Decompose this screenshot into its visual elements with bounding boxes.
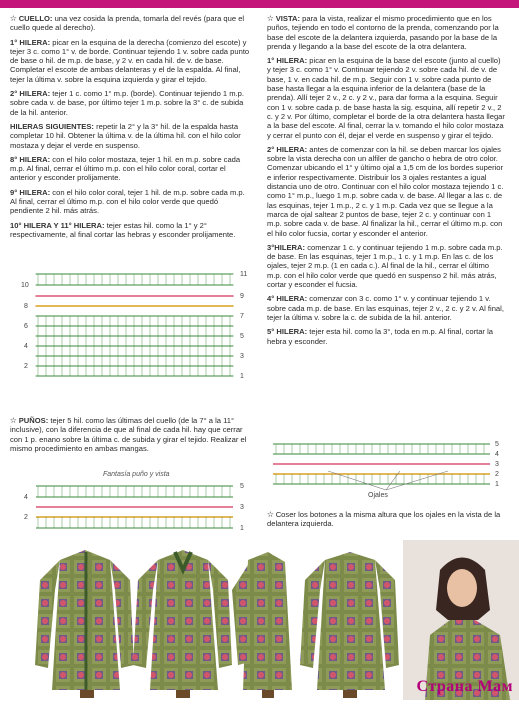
row-number: 5	[495, 441, 499, 448]
right-column	[267, 14, 505, 351]
collar-stitch-diagram	[18, 268, 253, 383]
row-number: 1	[495, 481, 499, 488]
vista-hilera-1: 1° HILERA: picar en la esquina de la base del escote (junto al cuello) y tejer 3 c. como 1° v. Continuar tejiendo 2 v. sobre cada hil. de v. de base, 1 v. en cada hil. de m.p. Seguir con 1 v. sobre cada punto de base hasta llegar a la esquina inferior de la delantera (base de la prenda). Allí tejer 2 v., 2 c. y 2 v., para dar forma a la esquina. Seguir con 1 v. sobre cada p. de base hasta la sig. esquina, allí repetir 2 v., 2 c. y 2 v. Por último, completar el borde de la otra delantera hasta llegar a la base del escote. Al final, cerrar la v. tomando el hilo color mostaza y cerrar el punto con él, dejar el verde en suspenso y girar el tejido.	[267, 56, 505, 140]
model-photo	[403, 540, 519, 700]
vista-hilera-4: 4° HILERA: comenzar con 3 c. como 1° v. y continuar tejiendo 1 v. sobre cada m.p. de base. En las esquinas, tejer 2 v., 2 c. y 2 v. Al final, tejer la última v. sobre la c. de subida de la hil. anterior.	[267, 294, 504, 322]
row-number: 1	[240, 373, 244, 380]
cardigan-photo-front	[35, 550, 134, 698]
star-icon: ✫	[267, 510, 274, 519]
hileras-siguientes: HILERAS SIGUIENTES: repetir la 2° y la 3° hil. de la espalda hasta completar 10 hil. Obtener la última v. de la última hil. con el hilo color mostaza y dejar el verde en suspenso.	[10, 121, 241, 150]
row-number: 3	[495, 461, 499, 468]
hilera-8: 8° HILERA: con el hilo color mostaza, tejer 1 hil. en m.p. sobre cada m.p. Al final, cerrar el último m.p. con el hilo color coral, cortar el anterior y esconder prolijamente.	[10, 154, 241, 183]
cardigan-photo-open	[133, 550, 232, 698]
top-accent-bar	[0, 0, 519, 8]
row-number: 4	[24, 494, 28, 501]
punos-block	[10, 416, 250, 458]
row-number: 5	[240, 483, 244, 490]
diagram-caption: Fantasía puño y vista	[103, 471, 170, 478]
row-number: 2	[24, 363, 28, 370]
row-number: 8	[24, 303, 28, 310]
cardigan-photo-back	[300, 552, 399, 698]
hilera-9: 9° HILERA: con el hilo color coral, tejer 1 hil. de m.p. sobre cada m.p. Al final, cerrar el último m.p. con el hilo color verde que quedó pendiente 2 hil. más atrás.	[10, 187, 245, 216]
coser-note: ✫ Coser los botones a la misma altura que los ojales en la vista de la delantera izquierda.	[267, 510, 501, 529]
vista-hilera-5: 5° HILERA: tejer esta hil. como la 3°, toda en m.p. Al final, cortar la hebra y esconder.	[267, 327, 493, 346]
coser-block	[267, 510, 505, 534]
row-number: 4	[24, 343, 28, 350]
row-number: 3	[240, 353, 244, 360]
row-number: 6	[24, 323, 28, 330]
ojales-label: Ojales	[368, 492, 388, 499]
row-number: 1	[240, 525, 244, 532]
row-number: 2	[495, 471, 499, 478]
row-number: 10	[21, 282, 29, 289]
cuff-stitch-diagram	[18, 468, 253, 536]
row-number: 7	[240, 313, 244, 320]
hilera-1: 1° HILERA: picar en la esquina de la derecha (comienzo del escote) y tejer 3 c. como 1° v. de borde. Continuar tejiendo 1 v. sobre cada punto de base o hil. de m.p. de base, y 2 v. en cada hil. de v. de base. Completar el escote de ambas delanteras y el de la espalda. Al final, tejer la última v. sobre la esquina izquierda y girar el tejido.	[10, 37, 250, 84]
row-number: 5	[240, 333, 244, 340]
star-icon: ✫	[10, 14, 17, 23]
vista-section: ✫ VISTA: para la vista, realizar el mismo procedimiento que en los puños, tejiendo en todo el contorno de la prenda, comenzando por la base del escote de la delantera izquierda, pasando por la base de la prenda y llegando a la base del escote de la otra delantera.	[267, 14, 499, 51]
hilera-10-11: 10° HILERA Y 11° HILERA: tejer estas hil. como la 1° y 2° respectivamente, al final cortar las hebras y esconder prolijamente.	[10, 220, 236, 239]
garment-photos	[0, 540, 519, 700]
hilera-2: 2° HILERA: tejer 1 c. como 1° m.p. (borde). Continuar tejiendo 1 m.p. sobre cada v. de base, por último tejer 1 m.p. sobre la 3° c. de subida de la hil. anterior.	[10, 89, 245, 117]
cardigan-photo-side	[232, 552, 292, 698]
punos-section: ✫ PUÑOS: tejer 5 hil. como las últimas del cuello (de la 7° a la 11° inclusive), con la diferencia de que al final de cada hil. hay que cerrar con 1 p. enano sobre la última c. de subida y girar el tejido. Realizar el mismo procedimiento en ambas mangas.	[10, 416, 247, 453]
row-number: 2	[24, 514, 28, 521]
row-number: 11	[240, 271, 248, 278]
row-number: 3	[240, 504, 244, 511]
star-icon: ✫	[10, 416, 17, 425]
row-number: 4	[495, 451, 499, 458]
vista-hilera-2: 2° HILERA: antes de comenzar con la hil. se deben marcar los ojales sobre la vista derecha con un alfiler de gancho o hebra de otro color. Comenzar ubicando el 1° y último ojal a 1,5 cm de los bordes superior e inferior respectivamente. Distribuir los 3 ojales restantes a igual distancia uno de otro. Continuar con el hilo color mostaza tejiendo 1 c. como 1° m.p., luego 1 m.p. sobre cada v. de base. Al llegar a las c. de las esquinas, tejer 1 m.p., 2 c. y 1 m.p. Cada vez que se llegue a la marca de ojal saltear 2 puntos de base, tejer 2 c. y continuar con 1 m.p. sobre cada v. de base. Al finalizar la hil., cerrar el último m.p. con el hilo color fucsia, cortar y esconder el anterior.	[267, 144, 504, 238]
vista-hilera-3: 3°HILERA: comenzar 1 c. y continuar tejiendo 1 m.p. sobre cada m.p. de base. En las esquinas, tejer 1 m.p., 1 c. y 1 m.p. En las c. de los ojales, tejer 2 m.p. (1 en cada c.). Al final de la hil., cerrar el último m.p. con el hilo color verde que quedó en suspenso 2 hil. más atrás, cortar y esconder el fucsia.	[267, 242, 503, 290]
row-number: 9	[240, 293, 244, 300]
star-icon: ✫	[267, 14, 274, 23]
site-watermark: Страна Мам	[416, 678, 513, 695]
cuello-section: ✫ CUELLO: una vez cosida la prenda, tomarla del revés (para que el cuello quede al derecho).	[10, 14, 245, 33]
left-column	[10, 14, 250, 244]
buttonhole-stitch-diagram	[268, 438, 504, 506]
